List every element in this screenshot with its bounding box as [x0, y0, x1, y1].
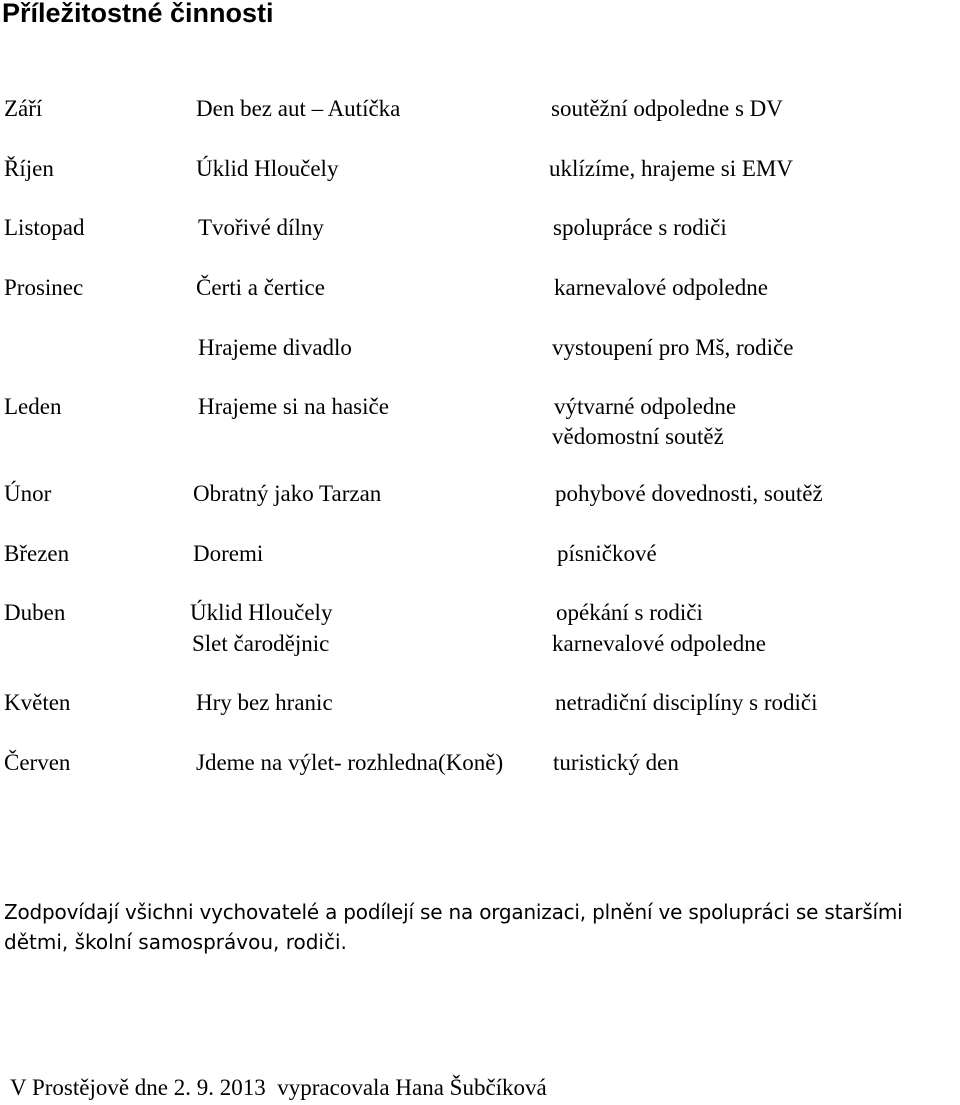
note-label-second: karnevalové odpoledne — [552, 631, 766, 656]
month-label: Březen — [4, 541, 70, 566]
responsibility-line-2: dětmi, školní samosprávou, rodiči. — [4, 930, 347, 954]
activity-label: Tvořivé dílny — [198, 215, 324, 240]
month-label: Prosinec — [4, 275, 84, 300]
month-label: Červen — [4, 750, 71, 775]
activity-label: Jdeme na výlet- rozhledna(Koně) — [196, 750, 504, 775]
activity-label: Čerti a čertice — [196, 275, 325, 300]
activity-label: Obratný jako Tarzan — [193, 481, 382, 506]
activity-label: Hry bez hranic — [196, 690, 333, 715]
activity-label: Den bez aut – Autíčka — [196, 96, 401, 121]
responsibility-line-1: Zodpovídají všichni vychovatelé a podílejí se na organizaci, plnění ve spolupráci se staršími — [4, 900, 903, 924]
note-label: soutěžní odpoledne s DV — [551, 96, 783, 121]
month-label: Leden — [4, 394, 62, 419]
note-label: písničkové — [557, 541, 657, 566]
note-label: netradiční disciplíny s rodiči — [555, 690, 818, 715]
note-label: turistický den — [553, 750, 679, 775]
footer-signature: V Prostějově dne 2. 9. 2013 vypracovala Hana Šubčíková — [10, 1075, 547, 1100]
page-title: Příležitostné činnosti — [2, 0, 274, 28]
note-label: pohybové dovednosti, soutěž — [555, 481, 823, 506]
activity-label: Doremi — [193, 541, 264, 566]
activity-label: Úklid Hloučely — [190, 600, 333, 625]
note-label: vystoupení pro Mš, rodiče — [552, 335, 794, 360]
month-label: Září — [4, 96, 43, 121]
month-label: Říjen — [4, 156, 54, 181]
note-label: spolupráce s rodiči — [553, 215, 727, 240]
month-label: Duben — [4, 600, 66, 625]
note-label: uklízíme, hrajeme si EMV — [549, 156, 793, 181]
activity-label: Hrajeme si na hasiče — [198, 394, 389, 419]
month-label: Květen — [4, 690, 71, 715]
note-label: výtvarné odpoledne — [554, 394, 737, 419]
month-label: Listopad — [4, 215, 85, 240]
note-label: opékání s rodiči — [556, 600, 703, 625]
activity-label: Úklid Hloučely — [196, 156, 339, 181]
note-label: karnevalové odpoledne — [554, 275, 768, 300]
activity-label-second: Slet čarodějnic — [192, 631, 330, 656]
activity-label: Hrajeme divadlo — [198, 335, 352, 360]
month-label: Únor — [4, 481, 52, 506]
note-label-second: vědomostní soutěž — [552, 424, 724, 449]
